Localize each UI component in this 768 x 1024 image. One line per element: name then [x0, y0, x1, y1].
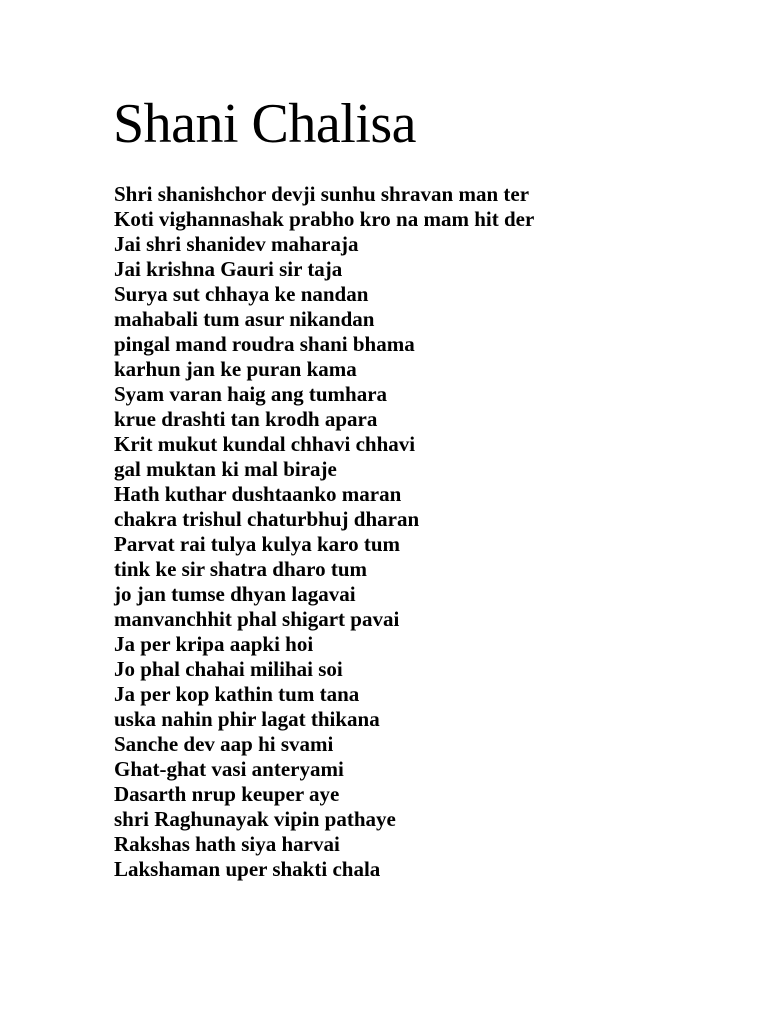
verse-line: karhun jan ke puran kama — [114, 357, 357, 381]
verse-line: shri Raghunayak vipin pathaye — [114, 807, 396, 831]
verse-line: manvanchhit phal shigart pavai — [114, 607, 400, 631]
verse-line: Syam varan haig ang tumhara — [114, 382, 388, 406]
verse-line: krue drashti tan krodh apara — [114, 407, 378, 431]
verse-line: Sanche dev aap hi svami — [114, 732, 334, 756]
verse-line: Ja per kop kathin tum tana — [114, 682, 360, 706]
verse-line: chakra trishul chaturbhuj dharan — [114, 507, 420, 531]
verse-line: Ja per kripa aapki hoi — [114, 632, 314, 656]
verse-line: Dasarth nrup keuper aye — [114, 782, 340, 806]
verse-list — [114, 182, 534, 882]
verse-line: mahabali tum asur nikandan — [114, 307, 375, 331]
verse-line: jo jan tumse dhyan lagavai — [114, 582, 356, 606]
verse-line: Lakshaman uper shakti chala — [114, 857, 381, 881]
verse-line: gal muktan ki mal biraje — [114, 457, 337, 481]
verse-line: Parvat rai tulya kulya karo tum — [114, 532, 401, 556]
verse-line: Koti vighannashak prabho kro na mam hit der — [114, 207, 535, 231]
verse-line: Krit mukut kundal chhavi chhavi — [114, 432, 416, 456]
verse-line: tink ke sir shatra dharo tum — [114, 557, 368, 581]
verse-line: Ghat-ghat vasi anteryami — [114, 757, 344, 781]
verse-line: Jai shri shanidev maharaja — [114, 232, 359, 256]
document-title: Shani Chalisa — [113, 93, 417, 155]
verse-line: Rakshas hath siya harvai — [114, 832, 340, 856]
verse-line: Jo phal chahai milihai soi — [114, 657, 343, 681]
verse-line: Shri shanishchor devji sunhu shravan man ter — [114, 182, 530, 206]
verse-line: uska nahin phir lagat thikana — [114, 707, 380, 731]
verse-line: pingal mand roudra shani bhama — [114, 332, 415, 356]
verse-line: Hath kuthar dushtaanko maran — [114, 482, 402, 506]
verse-line: Jai krishna Gauri sir taja — [114, 257, 343, 281]
verse-line: Surya sut chhaya ke nandan — [114, 282, 369, 306]
